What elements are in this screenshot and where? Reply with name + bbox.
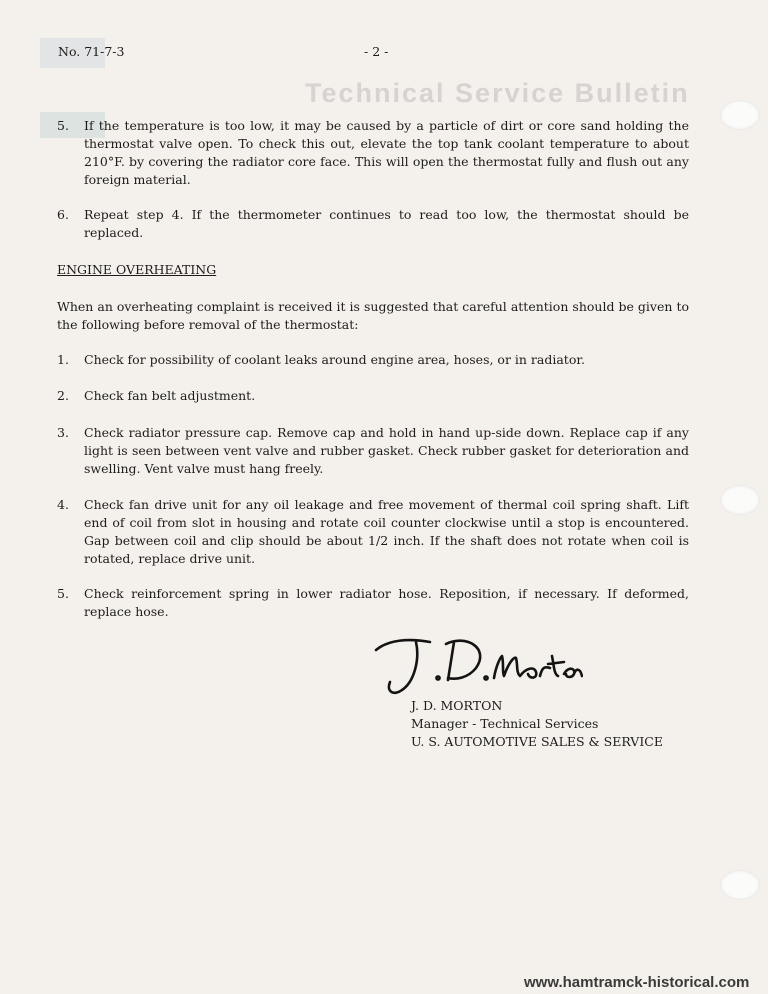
check-item	[57, 424, 689, 478]
check-number: 3.	[57, 425, 69, 440]
website-watermark: www.hamtramck-historical.com	[524, 974, 750, 991]
check-number: 2.	[57, 388, 69, 403]
step-text: If the temperature is too low, it may be caused by a particle of dirt or core sand holding the thermostat valve open. To check this out, elevate the top tank coolant temperature to about 210°F. by covering the radiator core face. This will open the thermostat fully and flush out any foreign material.	[84, 118, 689, 187]
check-item	[57, 387, 689, 405]
check-text: Check reinforcement spring in lower radiator hose. Reposition, if necessary. If deformed, replace hose.	[84, 586, 689, 619]
check-text: Check radiator pressure cap. Remove cap and hold in hand up-side down. Replace cap if any light is seen between vent valve and rubber gasket. Check rubber gasket for deterioration and swelling. Vent valve must hang freely.	[84, 425, 689, 476]
check-text: Check fan belt adjustment.	[84, 388, 256, 403]
page-number: - 2 -	[364, 44, 389, 59]
intro-paragraph: When an overheating complaint is received it is suggested that careful attention should be given to the following before removal of the thermostat:	[57, 299, 689, 332]
document-number: No. 71-7-3	[58, 44, 125, 59]
punch-hole	[720, 485, 760, 515]
check-number: 4.	[57, 497, 69, 512]
punch-hole	[720, 870, 760, 900]
signer-title: Manager - Technical Services	[411, 716, 599, 731]
step-number: 5.	[57, 118, 69, 133]
punch-hole	[720, 100, 760, 130]
check-number: 1.	[57, 352, 69, 367]
signer-name: J. D. MORTON	[411, 698, 503, 713]
check-item	[57, 351, 689, 369]
step-text: Repeat step 4. If the thermometer continues to read too low, the thermostat should be replaced.	[84, 207, 689, 240]
step-item	[57, 206, 689, 242]
signature-block	[411, 697, 663, 751]
step-number: 6.	[57, 207, 69, 222]
signer-organization: U. S. AUTOMOTIVE SALES & SERVICE	[411, 734, 663, 749]
check-text: Check for possibility of coolant leaks around engine area, hoses, or in radiator.	[84, 352, 585, 367]
step-item	[57, 117, 689, 189]
handwritten-signature	[368, 630, 583, 702]
check-number: 5.	[57, 586, 69, 601]
section-heading: ENGINE OVERHEATING	[57, 262, 217, 277]
check-item	[57, 585, 689, 621]
check-text: Check fan drive unit for any oil leakage and free movement of thermal coil spring shaft. Lift end of coil from slot in housing and rotate coil counter clockwise until a stop is encountered. Gap between coil and clip should be about 1/2 inch. If the shaft does not rotate when coil is rotated, replace drive unit.	[84, 497, 689, 566]
bleed-through-title: Technical Service Bulletin	[305, 78, 690, 108]
check-item	[57, 496, 689, 568]
